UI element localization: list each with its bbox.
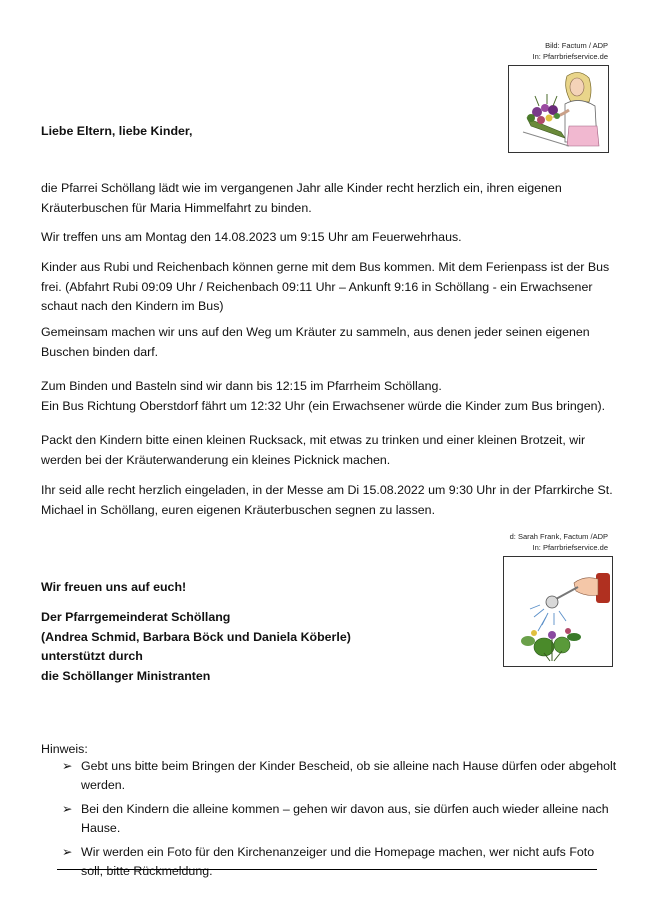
- credit-line: In: Pfarrbriefservice.de: [532, 543, 608, 552]
- signature-line: (Andrea Schmid, Barbara Böck und Daniela Köberle): [41, 629, 351, 644]
- paragraph-collect-herbs: Gemeinsam machen wir uns auf den Weg um Kräuter zu sammeln, aus denen jeder seinen eigenen Buschen binden darf.: [41, 325, 590, 359]
- paragraph-invitation: die Pfarrei Schöllang lädt wie im vergangenen Jahr alle Kinder recht herzlich ein, ihren eigenen Kräuterbuschen für Maria Himmelfahrt zu binden.: [41, 181, 562, 215]
- arrow-bullet-icon: ➢: [62, 802, 73, 816]
- credit-line: In: Pfarrbriefservice.de: [532, 52, 608, 61]
- paragraph-binding-time: [41, 377, 616, 416]
- credit-line: Bild: Factum / ADP: [545, 41, 608, 50]
- arrow-bullet-icon: ➢: [62, 845, 73, 859]
- list-item: [62, 800, 617, 838]
- list-item: [62, 757, 617, 795]
- greeting: Liebe Eltern, liebe Kinder,: [41, 124, 193, 138]
- hint-text: Wir werden ein Foto für den Kirchenanzeiger und die Homepage machen, wer nicht aufs Foto soll, bitte Rückmeldung.: [81, 845, 595, 878]
- signature-line: die Schöllanger Ministranten: [41, 668, 211, 683]
- list-item: [62, 843, 617, 881]
- illustration-blessing-herbs: [503, 556, 613, 667]
- hint-text: Bei den Kindern die alleine kommen – gehen wir davon aus, sie dürfen auch wieder alleine nach Hause.: [81, 802, 609, 835]
- binding-line: Zum Binden und Basteln sind wir dann bis 12:15 im Pfarrheim Schöllang.: [41, 379, 442, 393]
- arrow-bullet-icon: ➢: [62, 759, 73, 773]
- illustration-woman-binding-herbs: [508, 65, 609, 153]
- bottom-divider: [57, 869, 597, 870]
- bus-return-line: Ein Bus Richtung Oberstdorf fährt um 12:32 Uhr (ein Erwachsener würde die Kinder zum Bus bringen).: [41, 398, 606, 413]
- paragraph-meeting-time: Wir treffen uns am Montag den 14.08.2023 um 9:15 Uhr am Feuerwehrhaus.: [41, 230, 462, 244]
- signature-line: Der Pfarrgemeinderat Schöllang: [41, 610, 231, 624]
- hints-list: [62, 757, 617, 886]
- blessing-drawing: [504, 557, 612, 666]
- credit-line: d: Sarah Frank, Factum /ADP: [509, 532, 608, 541]
- closing-line: Wir freuen uns auf euch!: [41, 580, 187, 594]
- paragraph-backpack: Packt den Kindern bitte einen kleinen Rucksack, mit etwas zu trinken und einer kleinen Brotzeit, wir werden bei der Kräuterwanderung ein kleines Picknick machen.: [41, 433, 586, 467]
- signature-block: [41, 608, 481, 686]
- woman-herbs-drawing: [509, 66, 608, 152]
- paragraph-mass-invitation: Ihr seid alle recht herzlich eingeladen, in der Messe am Di 15.08.2022 um 9:30 Uhr in der Pfarrkirche St. Michael in Schöllang, euren eigenen Kräuterbuschen segnen zu lassen.: [41, 483, 613, 517]
- hint-text: Gebt uns bitte beim Bringen der Kinder Bescheid, ob sie alleine nach Hause dürfen oder abgeholt werden.: [81, 759, 617, 792]
- hints-title: Hinweis:: [41, 742, 88, 756]
- image-credit-top: [533, 40, 608, 62]
- paragraph-bus-info: Kinder aus Rubi und Reichenbach können gerne mit dem Bus kommen. Mit dem Ferienpass ist der Bus frei. (Abfahrt Rubi 09:09 Uhr / Reichenbach 09:11 Uhr – Ankunft 9:16 in Schöllang - ein Erwachsener schaut nach den Kindern im Bus): [41, 260, 610, 313]
- signature-line: unterstützt durch: [41, 649, 143, 663]
- image-credit-middle: [510, 531, 608, 553]
